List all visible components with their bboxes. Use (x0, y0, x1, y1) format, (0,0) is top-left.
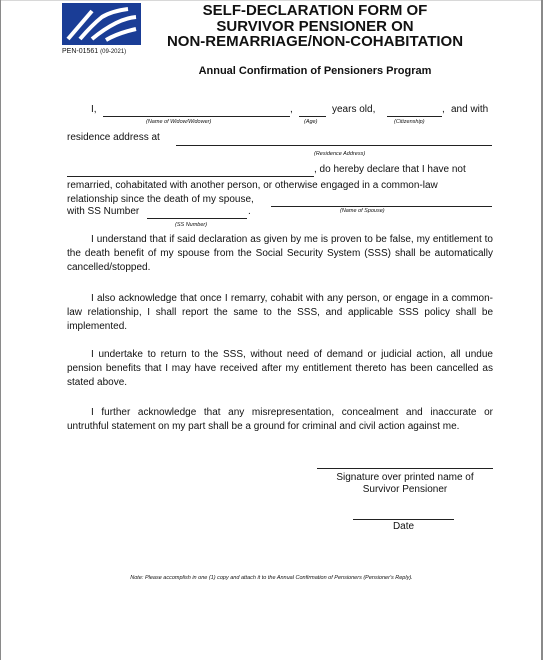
signature-caption (317, 472, 493, 496)
paragraph-false-declaration (67, 233, 493, 275)
relationship-text: relationship since the death of my spouse, (67, 194, 254, 205)
declarant-name-field[interactable] (67, 176, 314, 177)
form-title-line: NON-REMARRIAGE/NON-COHABITATION (166, 33, 464, 50)
sss-logo (62, 3, 141, 45)
paragraph-remarry-report (67, 292, 493, 334)
ss-number-field[interactable] (147, 218, 247, 219)
comma: , (442, 104, 445, 115)
page-border-left (0, 0, 1, 660)
form-title-line: SURVIVOR PENSIONER ON (216, 17, 414, 35)
comma: , (290, 104, 293, 115)
paragraph-misrepresentation (67, 406, 493, 434)
date-line[interactable] (353, 519, 454, 520)
footer-note: Note: Please accomplish in one (1) copy and attach it to the Annual Confirmation of Pensioners (Pensioner's Reply). (130, 575, 413, 581)
age-field[interactable] (299, 116, 326, 117)
paragraph-text: I further acknowledge that any misrepresentation, concealment and inaccurate or untruthful statement on my part shall be a ground for criminal and civil action against me. (67, 407, 493, 432)
ss-number-label: with SS Number (67, 206, 140, 217)
date-caption: Date (392, 521, 415, 532)
residence-caption: (Residence Address) (314, 151, 366, 157)
residence-field[interactable] (176, 145, 492, 146)
form-code (62, 48, 126, 55)
remarried-text: remarried, cohabitated with another person, or otherwise engaged in a common-law (67, 180, 438, 191)
form-title (145, 3, 485, 50)
signature-caption-line: Signature over printed name of (336, 472, 474, 483)
signature-line[interactable] (317, 468, 493, 469)
name-field[interactable] (103, 116, 290, 117)
citizenship-caption: (Citizenship) (394, 119, 425, 125)
years-old-label: years old, (332, 104, 376, 115)
period: . (248, 206, 251, 217)
spouse-caption: (Name of Spouse) (340, 208, 385, 214)
hereby-declare-text: , do hereby declare that I have not (314, 164, 466, 175)
age-caption: (Age) (304, 119, 318, 125)
residence-label: residence address at (67, 132, 160, 143)
form-subtitle: Annual Confirmation of Pensioners Program (198, 65, 432, 77)
paragraph-return-benefits (67, 348, 493, 390)
citizenship-field[interactable] (387, 116, 442, 117)
form-code-number: PEN-01561 (62, 48, 99, 55)
name-caption: (Name of Widow/Widower) (146, 119, 212, 125)
spouse-name-field[interactable] (271, 206, 492, 207)
page-border-top (0, 0, 543, 1)
signature-caption-line: Survivor Pensioner (362, 484, 448, 495)
and-with-label: and with (451, 104, 489, 115)
paragraph-text: I understand that if said declaration as given by me is proven to be false, my entitlement to the death benefit of my spouse from the Social Security System (SSS) shall be automatically cancelled/stopped. (67, 234, 493, 273)
paragraph-text: I also acknowledge that once I remarry, cohabit with any person, or engage in a common-law relationship, I shall report the same to the SSS, and applicable SSS policy shall be implemented. (67, 293, 493, 332)
form-title-line: SELF-DECLARATION FORM OF (202, 2, 428, 19)
form-code-revision: (09-2021) (100, 49, 127, 55)
i-label: I, (91, 104, 97, 115)
ss-number-caption: (SS Number) (175, 222, 208, 228)
paragraph-text: I undertake to return to the SSS, without need of demand or judicial action, all undue pension benefits that I may have received after my entitlement thereto has been cancelled as stated above. (67, 349, 493, 388)
